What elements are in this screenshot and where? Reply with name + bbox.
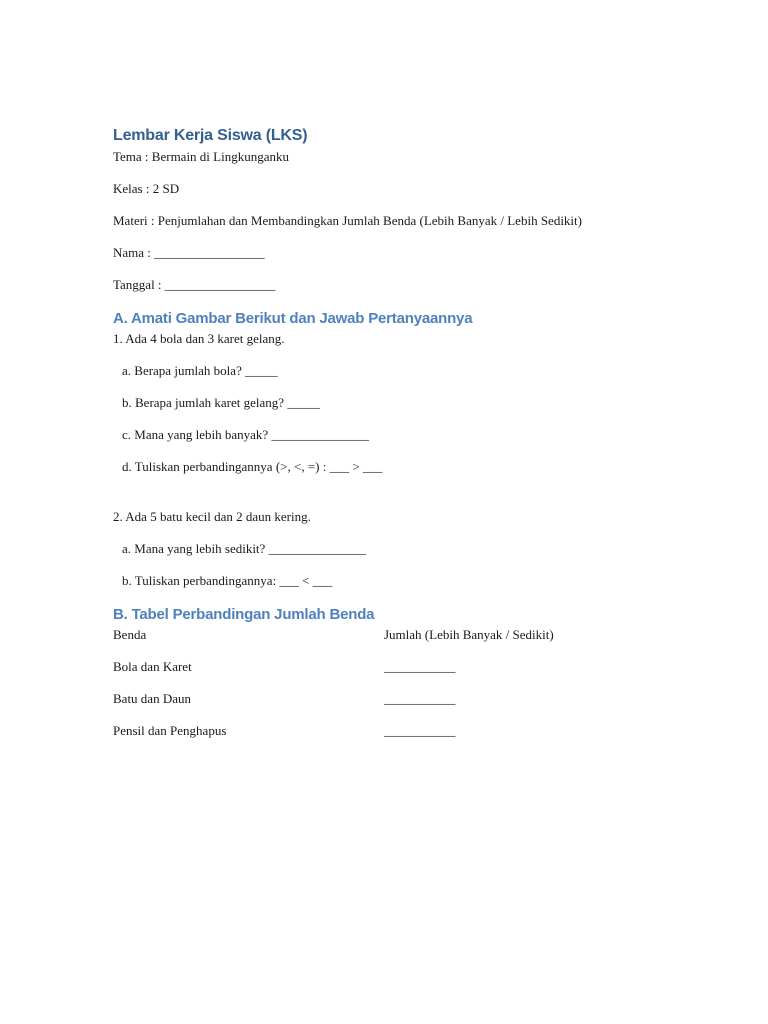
table-header-cell: Benda (113, 627, 147, 642)
section-b-heading: B. Tabel Perbandingan Jumlah Benda (113, 606, 375, 623)
table-cell: ___________ (384, 659, 456, 674)
page-title: Lembar Kerja Siswa (LKS) (113, 127, 308, 144)
worksheet-page (113, 124, 673, 740)
table-row (113, 722, 673, 740)
question-2: 2. Ada 5 batu kecil dan 2 daun kering. (113, 509, 311, 524)
table-row (113, 690, 673, 708)
table-cell: Batu dan Daun (113, 691, 191, 706)
comparison-table (113, 626, 673, 740)
question-2b: b. Tuliskan perbandingannya: ___ < ___ (122, 573, 333, 588)
question-1: 1. Ada 4 bola dan 3 karet gelang. (113, 331, 285, 346)
table-row (113, 658, 673, 676)
table-cell: ___________ (384, 691, 456, 706)
table-header-cell: Jumlah (Lebih Banyak / Sedikit) (384, 627, 554, 642)
question-1a: a. Berapa jumlah bola? _____ (122, 363, 278, 378)
section-a-heading: A. Amati Gambar Berikut dan Jawab Pertanyaannya (113, 310, 473, 327)
name-field-line: Nama : _________________ (113, 245, 265, 260)
theme-line: Tema : Bermain di Lingkunganku (113, 149, 289, 164)
table-cell: ___________ (384, 723, 456, 738)
class-line: Kelas : 2 SD (113, 181, 180, 196)
subject-line: Materi : Penjumlahan dan Membandingkan Jumlah Benda (Lebih Banyak / Lebih Sedikit) (113, 213, 582, 228)
question-2a: a. Mana yang lebih sedikit? _______________ (122, 541, 367, 556)
question-1b: b. Berapa jumlah karet gelang? _____ (122, 395, 320, 410)
question-1d: d. Tuliskan perbandingannya (>, <, =) : ___ > ___ (122, 459, 383, 474)
date-field-line: Tanggal : _________________ (113, 277, 276, 292)
table-cell: Bola dan Karet (113, 659, 192, 674)
table-header-row (113, 626, 673, 644)
question-1c: c. Mana yang lebih banyak? _______________ (122, 427, 369, 442)
table-cell: Pensil dan Penghapus (113, 723, 227, 738)
